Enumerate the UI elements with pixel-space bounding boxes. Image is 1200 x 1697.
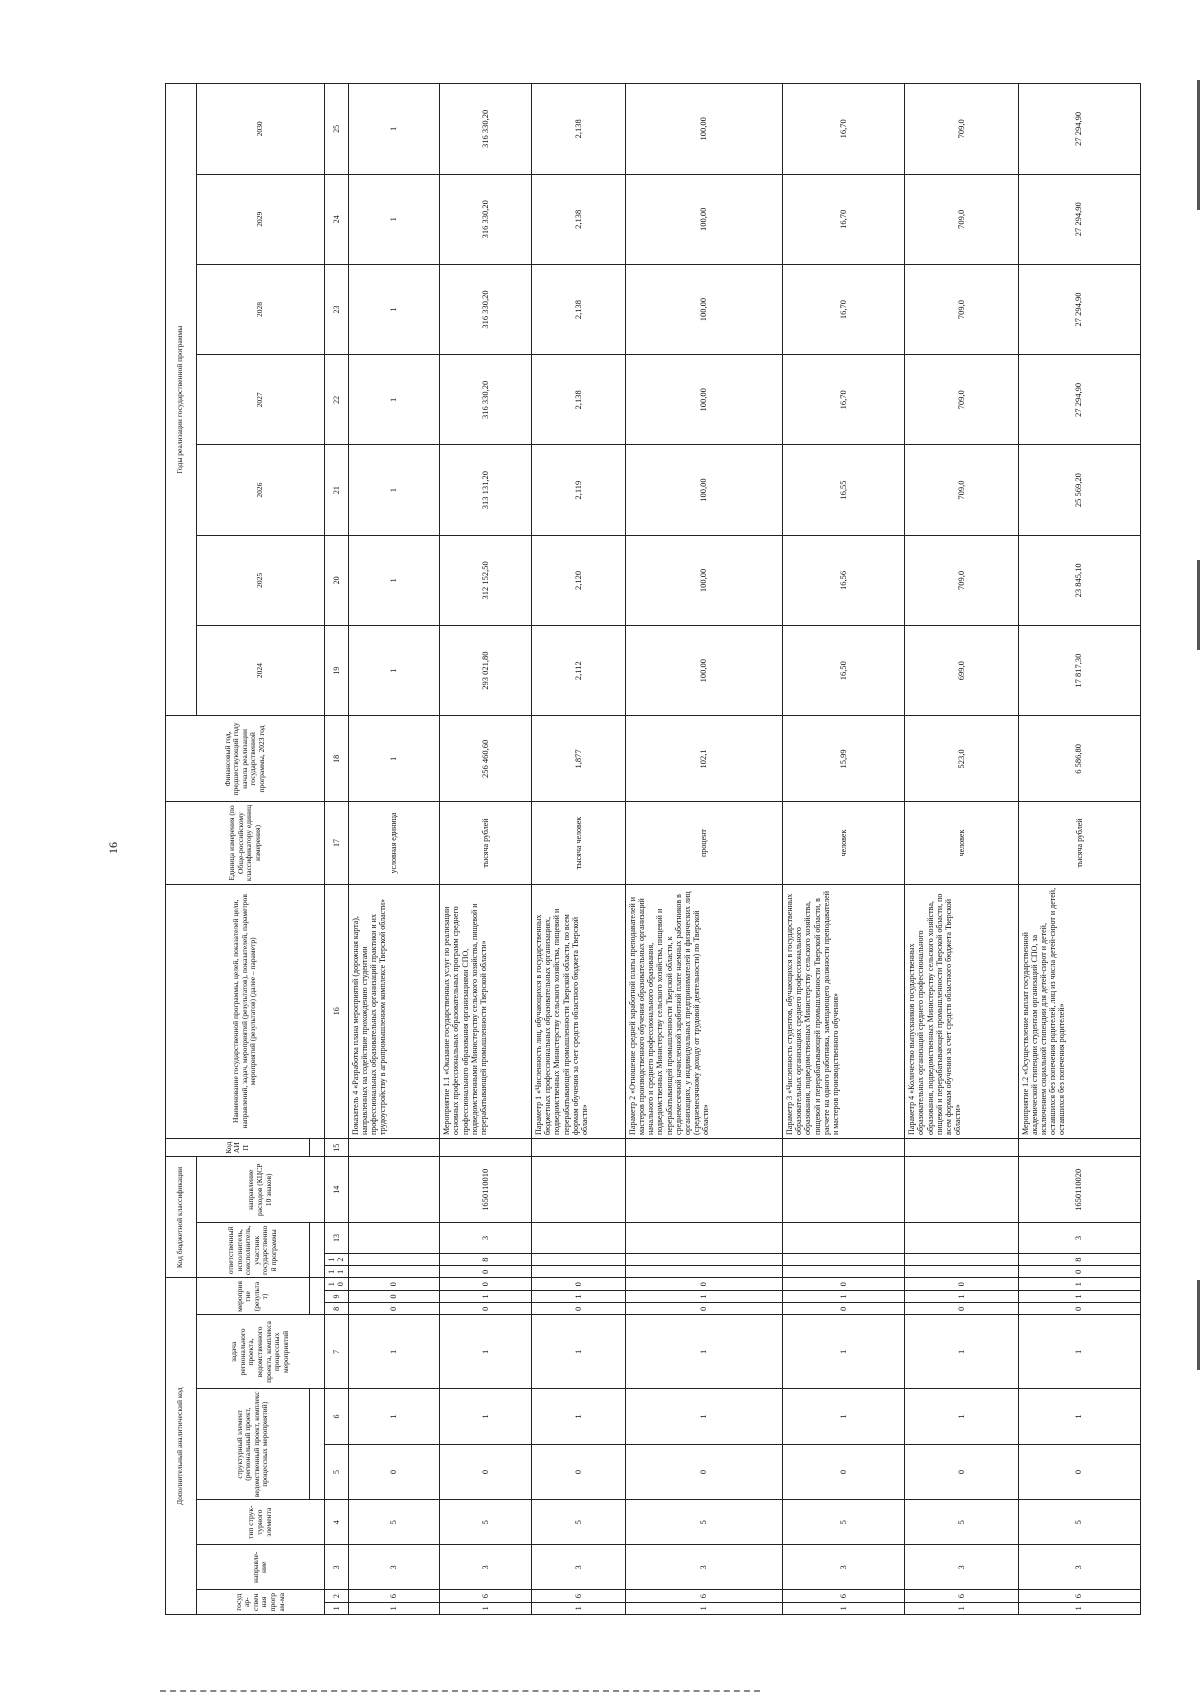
year-value-cell: 16,50 [782, 626, 904, 716]
code-cell: 1 [1018, 1602, 1140, 1614]
column-number: 20 [325, 535, 348, 625]
table-row [782, 84, 904, 1615]
code-cell: 1 [348, 1389, 440, 1444]
code-cell: 1 [440, 1315, 532, 1389]
code-cell: 1 [625, 1602, 782, 1614]
code-cell: 1650110010 [440, 1157, 532, 1223]
measure-subheader [310, 1278, 325, 1315]
column-number: 19 [325, 626, 348, 716]
code-cell: 1650110020 [1018, 1157, 1140, 1223]
year-value-cell: 2,112 [531, 626, 625, 716]
code-cell: 0 [782, 1444, 904, 1499]
year-value-cell: 312 152,50 [440, 535, 532, 625]
unit-cell: условная единица [348, 802, 440, 884]
code-cell: 5 [905, 1500, 1019, 1545]
year-value-cell: 27 294,90 [1018, 355, 1140, 445]
year-value-cell: 313 131,20 [440, 445, 532, 535]
year-value-cell: 16,70 [782, 84, 904, 175]
aip-subheader [310, 1139, 325, 1157]
code-cell: 1 [1018, 1278, 1140, 1290]
code-cell [348, 1223, 440, 1254]
code-cell: 0 [348, 1444, 440, 1499]
year-value-cell: 27 294,90 [1018, 84, 1140, 175]
column-number: 5 [325, 1444, 348, 1499]
unit-cell: тысяча рублей [440, 802, 532, 884]
code-cell: 1 [782, 1315, 904, 1389]
row-name: Показатель 4 «Разработка плана мероприятий (дорожная карта), направленных на содействие прохождению студентами профессиональных образовательных организаций практики и их трудоустройству в агропромышленном комплексе Тверской области» [348, 884, 440, 1138]
year-value-cell: 27 294,90 [1018, 174, 1140, 264]
year-value-cell: 709,0 [905, 535, 1019, 625]
column-number: 9 [325, 1290, 348, 1302]
year-value-cell: 2,120 [531, 535, 625, 625]
code-cell: 6 [625, 1590, 782, 1602]
code-cell: 3 [440, 1545, 532, 1590]
code-cell: 6 [440, 1590, 532, 1602]
year-value-cell: 316 330,20 [440, 174, 532, 264]
code-cell: 1 [531, 1602, 625, 1614]
rotated-table-container [165, 83, 1141, 1615]
table-row [348, 84, 440, 1615]
year-header: 2024 [196, 626, 325, 716]
code-cell: 1 [905, 1315, 1019, 1389]
year-value-cell: 16,56 [782, 535, 904, 625]
program-table [165, 83, 1141, 1615]
code-cell [782, 1139, 904, 1157]
base-year-header: Финансовый год, предшествующий году начала реализации государственной программы, 2023 год [166, 716, 325, 802]
code-cell [782, 1157, 904, 1223]
code-cell: 5 [348, 1500, 440, 1545]
code-cell: 0 [531, 1303, 625, 1315]
code-cell: 3 [1018, 1545, 1140, 1590]
code-cell [782, 1266, 904, 1278]
year-header: 2029 [196, 174, 325, 264]
year-value-cell: 293 021,80 [440, 626, 532, 716]
code-cell: 5 [1018, 1500, 1140, 1545]
base-value-cell: 256 460,60 [440, 716, 532, 802]
base-value-cell: 523,0 [905, 716, 1019, 802]
row-name: Параметр 4 «Количество выпускников государственных образовательных организаций среднего профессионального образования, подведомственных Министерству сельского хозяйства, пищевой и перерабатывающей промышленности Тверской области, по всем формам обучения за счет средств областного бюджета Тверской области» [905, 884, 1019, 1138]
code-cell [905, 1223, 1019, 1254]
code-cell: 0 [625, 1303, 782, 1315]
column-number: 10 [325, 1278, 348, 1290]
code-cell: 1 [531, 1315, 625, 1389]
year-value-cell: 1 [348, 535, 440, 625]
code-cell [348, 1139, 440, 1157]
code-cell: 0 [1018, 1303, 1140, 1315]
code-cell [625, 1266, 782, 1278]
name-header: Наименование государственной программы, целей, показателей цели, направлений, задач, мероприятий (результатов), показателей, параметров мероприятий (результатов) (далее – параметр) [166, 884, 325, 1138]
code-cell [440, 1139, 532, 1157]
year-value-cell: 699,0 [905, 626, 1019, 716]
year-value-cell: 100,00 [625, 535, 782, 625]
row-name: Мероприятие 1.2 «Осуществление выплат государственной академической стипендии студентам организаций СПО, за исключением социальной стипендии для детей-сирот и детей, оставшихся без попечения родителей, лиц из числа детей-сирот и детей, оставшихся без попечения родителей» [1018, 884, 1140, 1138]
year-value-cell: 316 330,20 [440, 355, 532, 445]
unit-cell: процент [625, 802, 782, 884]
year-value-cell: 1 [348, 264, 440, 354]
code-cell: 1 [782, 1389, 904, 1444]
row-name: Параметр 1 «Численность лиц, обучающихся в государственных бюджетных профессиональных образовательных организациях, подведомственных Министерству сельского хозяйства, пищевой и перерабатывающей промышленности Тверской области, по всем формам обучения за счет средств областного бюджета Тверской области» [531, 884, 625, 1138]
table-row [905, 84, 1019, 1615]
code-cell [625, 1253, 782, 1265]
row-name: Мероприятие 1.1 «Оказание государственных услуг по реализации основных профессиональных образовательных программ среднего профессионального образования организациями СПО, подведомственными Министерству сельского хозяйства, пищевой и перерабатывающей промышленности Тверской области» [440, 884, 532, 1138]
code-cell: 0 [782, 1278, 904, 1290]
unit-header: Единица измерения (по Обще-российскому классификатору единиц измерения) [166, 802, 325, 884]
code-cell: 3 [625, 1545, 782, 1590]
code-cell: 3 [531, 1545, 625, 1590]
expense-direction-header: направление расходов (КЦСР 10 знаков) [196, 1157, 325, 1223]
code-cell [531, 1223, 625, 1254]
year-value-cell: 1 [348, 445, 440, 535]
code-cell [782, 1223, 904, 1254]
column-number: 7 [325, 1315, 348, 1389]
code-cell: 0 [348, 1290, 440, 1302]
code-cell [531, 1139, 625, 1157]
year-value-cell: 27 294,90 [1018, 264, 1140, 354]
year-value-cell: 17 817,30 [1018, 626, 1140, 716]
year-value-cell: 16,70 [782, 264, 904, 354]
code-cell: 8 [1018, 1253, 1140, 1265]
code-cell: 1 [531, 1290, 625, 1302]
column-number: 15 [325, 1139, 348, 1157]
code-cell [625, 1223, 782, 1254]
code-cell: 1 [625, 1315, 782, 1389]
code-cell: 1 [782, 1602, 904, 1614]
column-number: 3 [325, 1545, 348, 1590]
column-number: 21 [325, 445, 348, 535]
column-number: 17 [325, 802, 348, 884]
column-number: 8 [325, 1303, 348, 1315]
year-value-cell: 2,138 [531, 174, 625, 264]
code-cell: 0 [905, 1444, 1019, 1499]
code-cell: 0 [782, 1303, 904, 1315]
analytic-code-header: Дополнительный аналитический код [166, 1278, 197, 1615]
year-value-cell: 100,00 [625, 174, 782, 264]
code-cell: 0 [348, 1278, 440, 1290]
year-value-cell: 709,0 [905, 84, 1019, 175]
column-number: 22 [325, 355, 348, 445]
year-value-cell: 16,55 [782, 445, 904, 535]
year-header: 2030 [196, 84, 325, 175]
year-value-cell: 100,00 [625, 355, 782, 445]
element-type-header: тип струк-турного элемента [196, 1500, 325, 1545]
code-cell: 5 [782, 1500, 904, 1545]
column-number: 6 [325, 1389, 348, 1444]
code-cell: 0 [348, 1303, 440, 1315]
aip-code-header: Код АИП [166, 1139, 310, 1157]
structural-element-header: структурный элемент (региональный проект, ведомственный проект, комплекс процессных мероприятий) [196, 1389, 310, 1500]
code-cell: 0 [625, 1444, 782, 1499]
code-cell: 0 [905, 1303, 1019, 1315]
page-number: 16 [106, 842, 120, 854]
base-value-cell: 102,1 [625, 716, 782, 802]
unit-cell: тысяча рублей [1018, 802, 1140, 884]
base-value-cell: 6 586,80 [1018, 716, 1140, 802]
column-number: 13 [325, 1223, 348, 1254]
code-cell [905, 1139, 1019, 1157]
code-cell: 0 [905, 1278, 1019, 1290]
code-cell: 1 [905, 1602, 1019, 1614]
table-row [1018, 84, 1140, 1615]
code-cell: 6 [905, 1590, 1019, 1602]
column-number: 24 [325, 174, 348, 264]
code-cell: 6 [1018, 1590, 1140, 1602]
budget-code-header: Код бюджетной классификации [166, 1157, 197, 1278]
year-value-cell: 2,138 [531, 264, 625, 354]
code-cell [531, 1253, 625, 1265]
unit-cell: человек [905, 802, 1019, 884]
year-value-cell: 100,00 [625, 626, 782, 716]
year-value-cell: 709,0 [905, 445, 1019, 535]
code-cell: 3 [1018, 1223, 1140, 1254]
code-cell: 1 [348, 1602, 440, 1614]
code-cell: 3 [782, 1545, 904, 1590]
year-value-cell: 316 330,20 [440, 264, 532, 354]
code-cell: 0 [625, 1278, 782, 1290]
column-number: 14 [325, 1157, 348, 1223]
code-cell: 5 [440, 1500, 532, 1545]
column-number: 11 [325, 1266, 348, 1278]
row-name: Параметр 3 «Численность студентов, обучающихся в государственных образовательных организациях среднего профессионального образования, подведомственных Министерству сельского хозяйства, пищевой и перерабатывающей промышленности Тверской области, в расчете на одного работника, замещающего должности преподавателей и мастеров производственного обучения» [782, 884, 904, 1138]
code-cell [348, 1157, 440, 1223]
code-cell: 1 [1018, 1315, 1140, 1389]
table-row [440, 84, 532, 1615]
code-cell: 1 [625, 1389, 782, 1444]
code-cell [905, 1253, 1019, 1265]
code-cell: 1 [440, 1389, 532, 1444]
year-value-cell: 100,00 [625, 84, 782, 175]
code-cell: 0 [440, 1303, 532, 1315]
code-cell: 1 [905, 1290, 1019, 1302]
table-row [531, 84, 625, 1615]
code-cell: 3 [440, 1223, 532, 1254]
year-value-cell: 2,138 [531, 84, 625, 175]
year-value-cell: 2,138 [531, 355, 625, 445]
code-cell: 1 [625, 1290, 782, 1302]
base-value-cell: 1 [348, 716, 440, 802]
table-body [166, 84, 1141, 1615]
year-value-cell: 2,119 [531, 445, 625, 535]
code-cell: 1 [440, 1290, 532, 1302]
code-cell [531, 1266, 625, 1278]
year-value-cell: 100,00 [625, 264, 782, 354]
year-value-cell: 1 [348, 84, 440, 175]
year-value-cell: 316 330,20 [440, 84, 532, 175]
code-cell: 1 [348, 1315, 440, 1389]
column-number: 23 [325, 264, 348, 354]
code-cell: 0 [531, 1444, 625, 1499]
code-cell: 1 [782, 1290, 904, 1302]
code-cell: 3 [905, 1545, 1019, 1590]
scan-footer-rule [160, 1690, 760, 1692]
year-value-cell: 709,0 [905, 355, 1019, 445]
code-cell: 1 [1018, 1389, 1140, 1444]
task-header: задача регионального проекта, ведомственного проекта, комплекса процессных мероприятий [196, 1315, 325, 1389]
code-cell [531, 1157, 625, 1223]
code-cell [1018, 1139, 1140, 1157]
code-cell: 0 [1018, 1444, 1140, 1499]
year-value-cell: 709,0 [905, 264, 1019, 354]
year-value-cell: 25 569,20 [1018, 445, 1140, 535]
column-number: 16 [325, 884, 348, 1138]
code-cell: 0 [440, 1266, 532, 1278]
code-cell [782, 1253, 904, 1265]
executor-subheader [310, 1223, 325, 1278]
column-number: 18 [325, 716, 348, 802]
column-number: 4 [325, 1500, 348, 1545]
unit-cell: человек [782, 802, 904, 884]
direction-header: направле-ние [196, 1545, 325, 1590]
base-value-cell: 1,877 [531, 716, 625, 802]
code-cell: 0 [440, 1444, 532, 1499]
header-row-1 [166, 84, 197, 1615]
code-cell: 1 [440, 1602, 532, 1614]
year-value-cell: 16,70 [782, 355, 904, 445]
column-number: 1 [325, 1602, 348, 1614]
code-cell [905, 1157, 1019, 1223]
code-cell: 1 [1018, 1290, 1140, 1302]
column-number: 2 [325, 1590, 348, 1602]
executor-header: ответственный исполнитель, соисполнитель, участник государственной программы [196, 1223, 310, 1278]
row-name: Параметр 2 «Отношение средней заработной платы преподавателей и мастеров производственного обучения образовательных организаций начального и среднего профессионального образования, подведомственных Министерству сельского хозяйства, пищевой и перерабатывающей промышленности Тверской области, к среднемесячной начисленной заработной плате наемных работников в организациях, у индивидуальных предпринимателей и физических лиц (среднемесячному доходу от трудовой деятельности) по Тверской области» [625, 884, 782, 1138]
year-value-cell: 23 845,10 [1018, 535, 1140, 625]
table-row [625, 84, 782, 1615]
code-cell: 6 [531, 1590, 625, 1602]
code-cell [905, 1266, 1019, 1278]
column-number-row [325, 84, 348, 1615]
code-cell: 8 [440, 1253, 532, 1265]
unit-cell: тысяча человек [531, 802, 625, 884]
code-cell [348, 1266, 440, 1278]
structural-subheader [310, 1389, 325, 1500]
code-cell: 5 [531, 1500, 625, 1545]
year-value-cell: 1 [348, 626, 440, 716]
year-header: 2027 [196, 355, 325, 445]
code-cell: 5 [625, 1500, 782, 1545]
years-group-header: Годы реализации государственной программы [166, 84, 197, 716]
code-cell: 6 [348, 1590, 440, 1602]
year-value-cell: 16,70 [782, 174, 904, 264]
code-cell [625, 1139, 782, 1157]
year-header: 2026 [196, 445, 325, 535]
code-cell: 1 [905, 1389, 1019, 1444]
base-value-cell: 15,99 [782, 716, 904, 802]
year-value-cell: 709,0 [905, 174, 1019, 264]
measure-header: мероприятие (результат) [196, 1278, 310, 1315]
column-number: 12 [325, 1253, 348, 1265]
code-cell: 0 [440, 1278, 532, 1290]
year-value-cell: 100,00 [625, 445, 782, 535]
code-cell [348, 1253, 440, 1265]
code-cell: 3 [348, 1545, 440, 1590]
code-cell: 0 [531, 1278, 625, 1290]
program-header: государ-ственная програм-ма [196, 1590, 325, 1615]
code-cell [625, 1157, 782, 1223]
code-cell: 6 [782, 1590, 904, 1602]
code-cell: 1 [531, 1389, 625, 1444]
year-header: 2028 [196, 264, 325, 354]
year-value-cell: 1 [348, 355, 440, 445]
column-number: 25 [325, 84, 348, 175]
year-value-cell: 1 [348, 174, 440, 264]
year-header: 2025 [196, 535, 325, 625]
code-cell: 0 [1018, 1266, 1140, 1278]
